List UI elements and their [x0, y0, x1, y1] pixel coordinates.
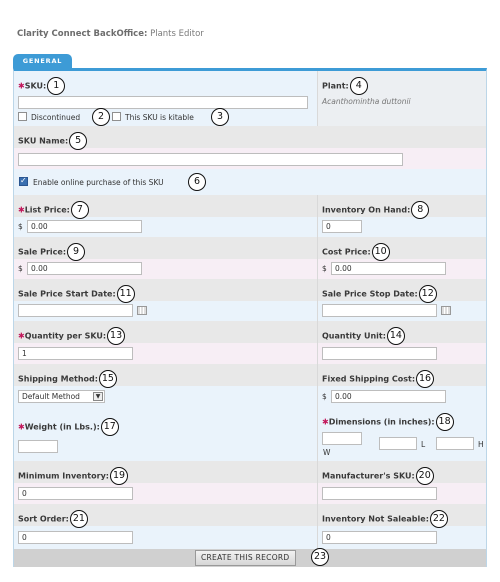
plant-value: Acanthomintha duttonii: [322, 97, 411, 106]
callout-20: 20: [416, 467, 434, 485]
kitable-label: This SKU is kitable: [125, 113, 194, 122]
shipping-method-label: Shipping Method:: [18, 374, 98, 384]
calendar-icon[interactable]: [137, 306, 147, 315]
page-title: Clarity Connect BackOffice: Plants Editor: [17, 29, 204, 39]
online-purchase-checkbox[interactable]: [19, 177, 28, 186]
sale-stop-label: Sale Price Stop Date:: [322, 289, 418, 299]
callout-7: 7: [71, 201, 89, 219]
weight-input[interactable]: [18, 440, 58, 453]
callout-17: 17: [101, 418, 119, 436]
weight-label: Weight (in Lbs.):: [24, 422, 100, 432]
dimension-l-input[interactable]: [379, 437, 417, 450]
discontinued-checkbox[interactable]: [18, 112, 27, 121]
callout-5: 5: [69, 132, 87, 150]
fixed-shipping-input[interactable]: [331, 390, 446, 403]
callout-16: 16: [416, 370, 434, 388]
sale-start-label: Sale Price Start Date:: [18, 289, 116, 299]
sku-name-input[interactable]: [18, 153, 403, 166]
callout-1: 1: [47, 77, 65, 95]
shipping-method-select[interactable]: Default Method ▼: [18, 390, 105, 403]
sort-order-input[interactable]: [18, 531, 133, 544]
dimension-l-label: L: [421, 440, 426, 449]
mfr-sku-input[interactable]: [322, 487, 437, 500]
callout-14: 14: [387, 327, 405, 345]
callout-18: 18: [436, 413, 454, 431]
list-price-label: List Price:: [24, 205, 70, 215]
inventory-on-hand-input[interactable]: [322, 220, 362, 233]
callout-8: 8: [411, 201, 429, 219]
callout-2: 2: [92, 108, 110, 126]
plant-label: Plant:: [322, 81, 349, 91]
list-price-currency: $: [18, 222, 23, 231]
discontinued-label: Discontinued: [31, 113, 81, 122]
form-footer: [14, 549, 486, 567]
callout-6: 6: [188, 173, 206, 191]
cost-price-currency: $: [322, 264, 327, 273]
not-saleable-label: Inventory Not Saleable:: [322, 514, 429, 524]
sale-start-input[interactable]: [18, 304, 133, 317]
callout-11: 11: [117, 285, 135, 303]
sku-name-label: SKU Name:: [18, 136, 69, 146]
plants-editor-form: ✱SKU: 1 Discontinued 2 This SKU is kitable 3 Plant: 4 Acanthomintha duttonii SKU Name: 5 ✓ Enable online purchase of this SKU 6 ✱List Price: 7 $ 0.00 Inventory On Hand: 8 0 Sale Price: 9 $ 0.00 Cost Price: 10 $ 0.00 Sale Price Start Date: 11 Sale Price Stop Date: 12 ✱Quantity per SKU: 13 1 Quantity Unit: 14 Shipping Method: 15 Default Method ▼ Fixed Shipping Cost: 16 $ 0.00 ✱Weight (in Lbs.): 17 ✱Dimensions (in inches): 18 W L H Minimum Inventory: 19 0 Manufacturer's SKU: 20 Sort Order: 21 0 Inventory Not Saleable: 22 0 CREATE THIS RECORD 23: [13, 68, 487, 567]
dimension-w-input[interactable]: [322, 432, 362, 445]
sale-price-label: Sale Price:: [18, 247, 67, 257]
dimension-h-input[interactable]: [436, 437, 474, 450]
callout-15: 15: [99, 370, 117, 388]
callout-13: 13: [107, 327, 125, 345]
dimensions-label: Dimensions (in inches):: [328, 417, 435, 427]
fixed-shipping-currency: $: [322, 392, 327, 401]
dimension-h-label: H: [478, 440, 484, 449]
list-price-input[interactable]: [27, 220, 142, 233]
sku-label: SKU:: [24, 81, 47, 91]
tab-general[interactable]: GENERAL: [13, 54, 72, 68]
callout-19: 19: [110, 467, 128, 485]
cost-price-label: Cost Price:: [322, 247, 371, 257]
min-inventory-input[interactable]: [18, 487, 133, 500]
qty-unit-input[interactable]: [322, 347, 437, 360]
calendar-icon[interactable]: [441, 306, 451, 315]
sale-price-currency: $: [18, 264, 23, 273]
callout-21: 21: [70, 510, 88, 528]
create-record-button[interactable]: CREATE THIS RECORD: [195, 550, 296, 566]
callout-23: 23: [311, 548, 329, 566]
sku-input[interactable]: [18, 96, 308, 109]
fixed-shipping-label: Fixed Shipping Cost:: [322, 374, 416, 384]
sort-order-label: Sort Order:: [18, 514, 69, 524]
qty-unit-label: Quantity Unit:: [322, 331, 386, 341]
callout-4: 4: [350, 77, 368, 95]
kitable-checkbox[interactable]: [112, 112, 121, 121]
callout-12: 12: [419, 285, 437, 303]
chevron-down-icon[interactable]: ▼: [93, 392, 103, 401]
inventory-on-hand-label: Inventory On Hand:: [322, 205, 411, 215]
callout-22: 22: [430, 510, 448, 528]
qty-per-sku-input[interactable]: [18, 347, 133, 360]
online-purchase-label: Enable online purchase of this SKU: [33, 178, 164, 187]
callout-10: 10: [372, 243, 390, 261]
callout-3: 3: [211, 108, 229, 126]
not-saleable-input[interactable]: [322, 531, 437, 544]
sale-price-input[interactable]: [27, 262, 142, 275]
qty-per-sku-label: Quantity per SKU:: [24, 331, 107, 341]
mfr-sku-label: Manufacturer's SKU:: [322, 471, 415, 481]
callout-9: 9: [67, 243, 85, 261]
cost-price-input[interactable]: [331, 262, 446, 275]
sale-stop-input[interactable]: [322, 304, 437, 317]
min-inventory-label: Minimum Inventory:: [18, 471, 109, 481]
dimension-w-label: W: [323, 448, 331, 457]
